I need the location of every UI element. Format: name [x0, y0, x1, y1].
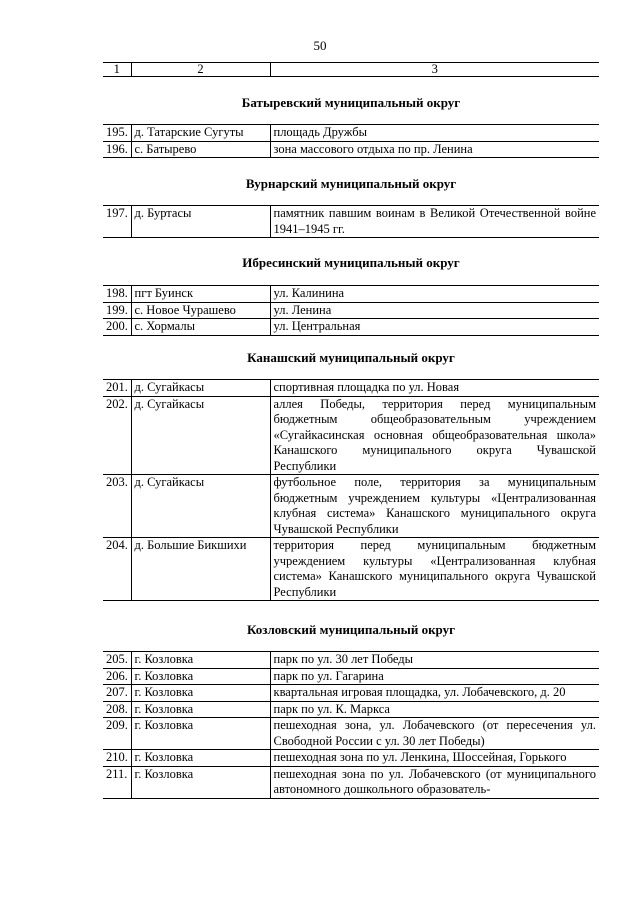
- section-table-batyrevsky: [103, 124, 599, 158]
- table-row: [103, 206, 599, 238]
- row-object: квартальная игровая площадка, ул. Лобачевского, д. 20: [270, 685, 599, 702]
- table-row: [103, 302, 599, 319]
- section-table-kanashsky: [103, 379, 599, 601]
- column-number-3: 3: [270, 63, 599, 77]
- section-title-kanashsky: Канашский муниципальный округ: [247, 350, 455, 365]
- table-row: [103, 538, 599, 601]
- table-row: [103, 396, 599, 475]
- row-place: г. Козловка: [131, 685, 270, 702]
- row-object: парк по ул. К. Маркса: [270, 701, 599, 718]
- table-row: [103, 319, 599, 336]
- row-object: зона массового отдыха по пр. Ленина: [270, 141, 599, 158]
- row-place: д. Татарские Сугуты: [131, 125, 270, 142]
- row-number: 210.: [103, 750, 131, 767]
- row-place: д. Сугайкасы: [131, 396, 270, 475]
- row-object: парк по ул. 30 лет Победы: [270, 652, 599, 669]
- section-title-vurnarsky: Вурнарский муниципальный округ: [245, 176, 457, 191]
- table-row: [103, 718, 599, 750]
- section-table-vurnarsky: [103, 205, 599, 238]
- row-place: г. Козловка: [131, 750, 270, 767]
- row-object: парк по ул. Гагарина: [270, 668, 599, 685]
- row-object: территория перед муниципальным бюджетным учреждением культуры «Централизованная клубная система» Канашского муниципального округа Чувашской Республики: [270, 538, 599, 601]
- row-place: с. Батырево: [131, 141, 270, 158]
- section-title-kozlovsky: Козловский муниципальный округ: [246, 622, 456, 637]
- row-object: ул. Калинина: [270, 286, 599, 303]
- row-number: 203.: [103, 475, 131, 538]
- section-table-kozlovsky: [103, 651, 599, 799]
- row-place: д. Сугайкасы: [131, 380, 270, 397]
- row-number: 209.: [103, 718, 131, 750]
- row-number: 196.: [103, 141, 131, 158]
- row-object: пешеходная зона, ул. Лобачевского (от пересечения ул. Свободной России с ул. 30 лет Победы): [270, 718, 599, 750]
- row-object: спортивная площадка по ул. Новая: [270, 380, 599, 397]
- row-object: площадь Дружбы: [270, 125, 599, 142]
- row-object: пешеходная зона по ул. Ленкина, Шоссейная, Горького: [270, 750, 599, 767]
- table-row: [103, 750, 599, 767]
- table-row: [103, 125, 599, 142]
- row-number: 200.: [103, 319, 131, 336]
- row-place: г. Козловка: [131, 701, 270, 718]
- row-object: памятник павшим воинам в Великой Отечественной войне 1941–1945 гг.: [270, 206, 599, 238]
- row-object: ул. Центральная: [270, 319, 599, 336]
- section-table-ibresinsky: [103, 285, 599, 336]
- table-row: [103, 766, 599, 798]
- table-row: [103, 380, 599, 397]
- column-number-2: 2: [131, 63, 270, 77]
- table-row: [103, 475, 599, 538]
- section-title-batyrevsky: Батыревский муниципальный округ: [241, 95, 461, 110]
- row-object: аллея Победы, территория перед муниципальным бюджетным общеобразовательным учреждением «Сугайкасинская основная общеобразовательная школа» Канашского муниципального округа Чувашской Республики: [270, 396, 599, 475]
- section-title-ibresinsky: Ибресинский муниципальный округ: [242, 255, 460, 270]
- row-place: с. Хормалы: [131, 319, 270, 336]
- table-row: [103, 701, 599, 718]
- column-number-1: 1: [103, 63, 131, 77]
- row-number: 206.: [103, 668, 131, 685]
- row-place: д. Большие Бикшихи: [131, 538, 270, 601]
- row-number: 195.: [103, 125, 131, 142]
- row-number: 202.: [103, 396, 131, 475]
- row-number: 204.: [103, 538, 131, 601]
- row-object: футбольное поле, территория за муниципальным бюджетным учреждением культуры «Централизованная клубная система» Канашского муниципального округа Чувашской Республики: [270, 475, 599, 538]
- column-header-row: [103, 62, 599, 77]
- row-object: пешеходная зона по ул. Лобачевского (от муниципального автономного дошкольного образователь-: [270, 766, 599, 798]
- row-number: 205.: [103, 652, 131, 669]
- row-number: 199.: [103, 302, 131, 319]
- row-number: 208.: [103, 701, 131, 718]
- row-place: пгт Буинск: [131, 286, 270, 303]
- table-row: [103, 685, 599, 702]
- row-place: д. Сугайкасы: [131, 475, 270, 538]
- row-number: 211.: [103, 766, 131, 798]
- row-place: г. Козловка: [131, 652, 270, 669]
- table-row: [103, 668, 599, 685]
- row-number: 197.: [103, 206, 131, 238]
- row-place: г. Козловка: [131, 718, 270, 750]
- row-object: ул. Ленина: [270, 302, 599, 319]
- row-place: г. Козловка: [131, 668, 270, 685]
- row-number: 201.: [103, 380, 131, 397]
- table-row: [103, 652, 599, 669]
- table-row: [103, 286, 599, 303]
- row-number: 198.: [103, 286, 131, 303]
- row-place: д. Буртасы: [131, 206, 270, 238]
- row-place: с. Новое Чурашево: [131, 302, 270, 319]
- row-number: 207.: [103, 685, 131, 702]
- page-number: 50: [313, 38, 327, 53]
- table-row: [103, 141, 599, 158]
- row-place: г. Козловка: [131, 766, 270, 798]
